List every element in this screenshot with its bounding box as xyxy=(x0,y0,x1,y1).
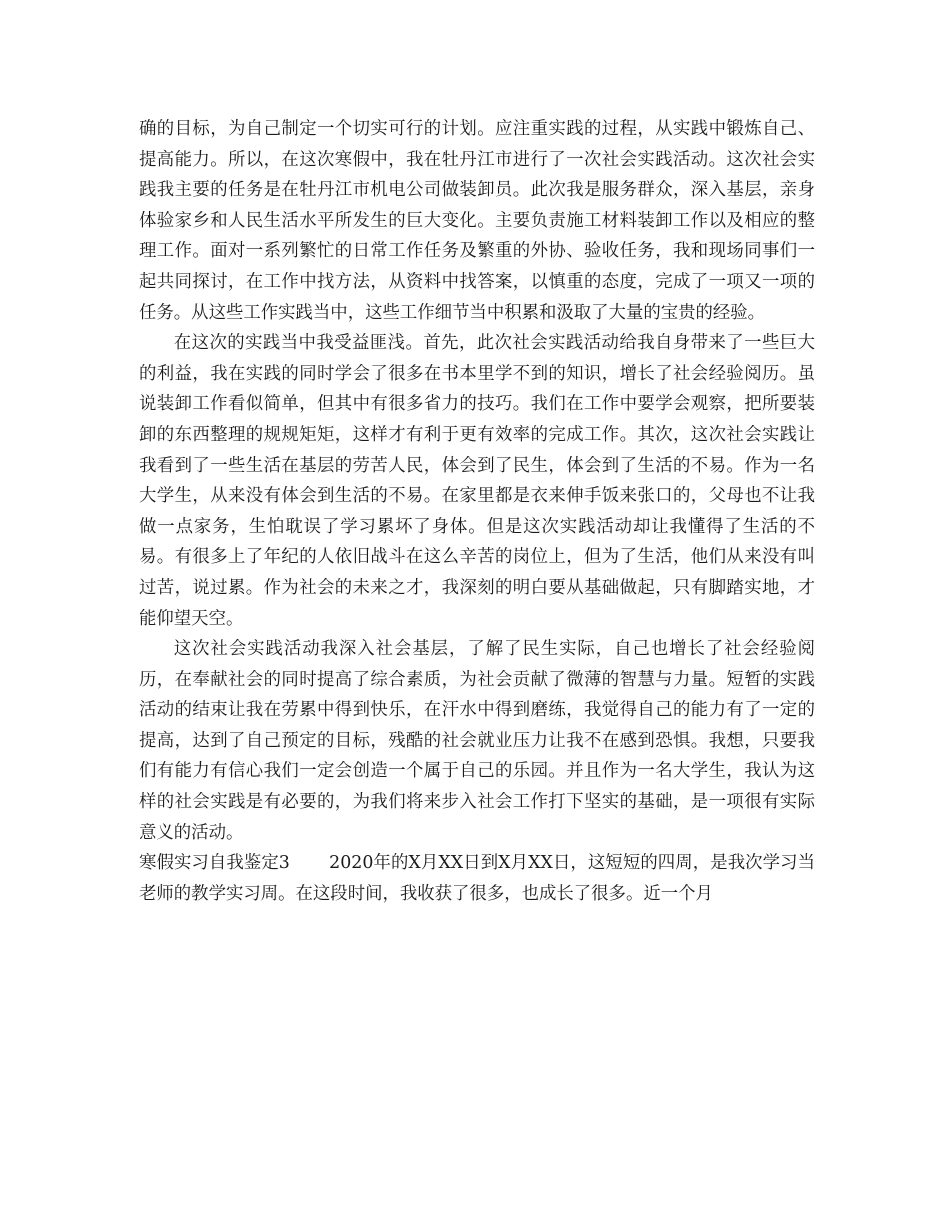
section-paragraph xyxy=(139,848,815,909)
section-heading: 寒假实习自我鉴定3 xyxy=(139,853,290,874)
paragraph-3: 这次社会实践活动我深入社会基层，了解了民生实际，自己也增长了社会经验阅历，在奉献社会的同时提高了综合素质，为社会贡献了微薄的智慧与力量。短暂的实践活动的结束让我在劳累中得到快乐，在汗水中得到磨练，我觉得自己的能力有了一定的提高，达到了自己预定的目标，残酷的社会就业压力让我不在感到恐惧。我想，只要我们有能力有信心我们一定会创造一个属于自己的乐园。并且作为一名大学生，我认为这样的社会实践是有必要的，为我们将来步入社会工作打下坚实的基础，是一项很有实际意义的活动。 xyxy=(139,639,815,843)
section-text: 2020年的X月XX日到X月XX日，这短短的四周，是我次学习当老师的教学实习周。在这段时间，我收获了很多，也成长了很多。近一个月 xyxy=(139,853,815,904)
paragraph-2: 在这次的实践当中我受益匪浅。首先，此次社会实践活动给我自身带来了一些巨大的利益，我在实践的同时学会了很多在书本里学不到的知识，增长了社会经验阅历。虽说装卸工作看似简单，但其中有很多省力的技巧。我们在工作中要学会观察，把所要装卸的东西整理的规规矩矩，这样才有利于更有效率的完成工作。其次，这次社会实践让我看到了一些生活在基层的劳苦人民，体会到了民生，体会到了生活的不易。作为一名大学生，从来没有体会到生活的不易。在家里都是衣来伸手饭来张口的，父母也不让我做一点家务，生怕耽误了学习累坏了身体。但是这次实践活动却让我懂得了生活的不易。有很多上了年纪的人依旧战斗在这么辛苦的岗位上，但为了生活，他们从来没有叫过苦，说过累。作为社会的未来之才，我深刻的明白要从基础做起，只有脚踏实地，才能仰望天空。 xyxy=(139,333,815,629)
paragraph-1: 确的目标，为自己制定一个切实可行的计划。应注重实践的过程，从实践中锻炼自己、提高能力。所以，在这次寒假中，我在牡丹江市进行了一次社会实践活动。这次社会实践我主要的任务是在牡丹江市机电公司做装卸员。此次我是服务群众，深入基层，亲身体验家乡和人民生活水平所发生的巨大变化。主要负责施工材料装卸工作以及相应的整理工作。面对一系列繁忙的日常工作任务及繁重的外协、验收任务，我和现场同事们一起共同探讨，在工作中找方法，从资料中找答案，以慎重的态度，完成了一项又一项的任务。从这些工作实践当中，这些工作细节当中积累和汲取了大量的宝贵的经验。 xyxy=(139,119,815,323)
document-body xyxy=(139,114,815,909)
heading-gap xyxy=(290,853,329,873)
